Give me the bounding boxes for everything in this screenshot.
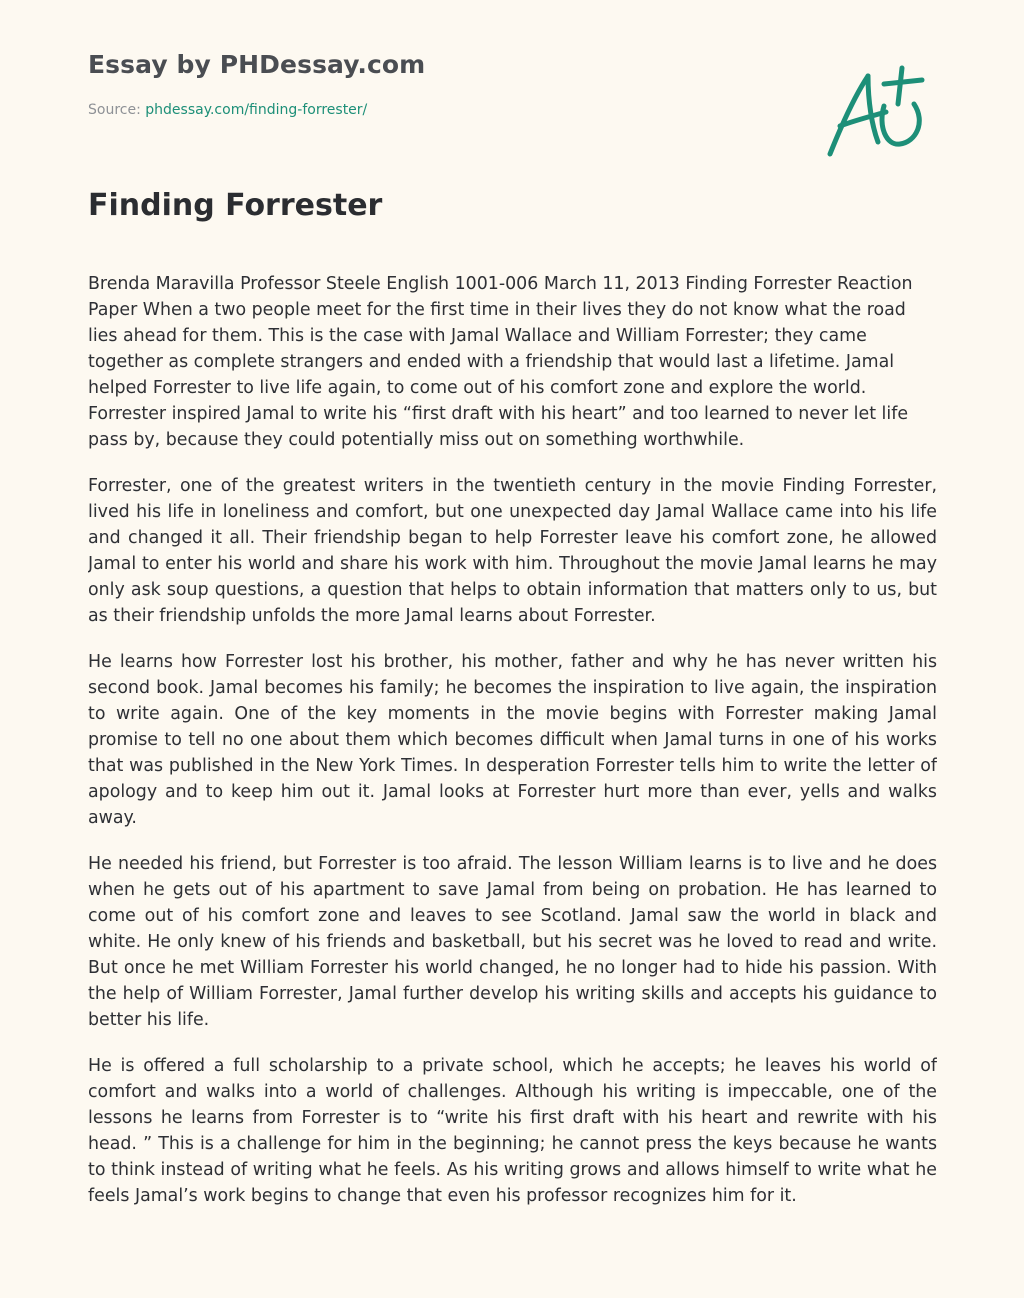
essay-body xyxy=(88,271,937,1249)
source-line xyxy=(88,102,367,118)
essay-paragraph: Brenda Maravilla Professor Steele English 1001-006 March 11, 2013 Finding Forrester Reaction Paper When a two people meet for the first time in their lives they do not know what the road lies ahead for them. This is the case with Jamal Wallace and William Forrester; they came together as complete strangers and ended with a friendship that would last a lifetime. Jamal helped Forrester to live life again, to come out of his comfort zone and explore the world. Forrester inspired Jamal to write his “first draft with his heart” and too learned to never let life pass by, because they could potentially miss out on something worthwhile. xyxy=(88,274,913,450)
essay-paragraph: Forrester, one of the greatest writers in the twentieth century in the movie Finding Forrester, lived his life in loneliness and comfort, but one unexpected day Jamal Wallace came into his life and changed it all. Their friendship began to help Forrester leave his comfort zone, he allowed Jamal to enter his world and share his work with him. Throughout the movie Jamal learns he may only ask soup questions, a question that helps to obtain information that matters only to us, but as their friendship unfolds the more Jamal learns about Forrester. xyxy=(88,476,937,626)
page-title: Finding Forrester xyxy=(88,188,383,223)
essay-paragraph: He is offered a full scholarship to a private school, which he accepts; he leaves his world of comfort and walks into a world of challenges. Although his writing is impeccable, one of the lessons he learns from Forrester is to “write his first draft with his heart and rewrite with his head. ” This is a challenge for him in the beginning; he cannot press the keys because he wants to think instead of writing what he feels. As his writing grows and allows himself to write what he feels Jamal’s work begins to change that even his professor recognizes him for it. xyxy=(88,1056,937,1206)
site-brand: Essay by PHDessay.com xyxy=(88,50,426,79)
essay-paragraph: He learns how Forrester lost his brother, his mother, father and why he has never written his second book. Jamal becomes his family; he becomes the inspiration to live again, the inspiration to write again. One of the key moments in the movie begins with Forrester making Jamal promise to tell no one about them which becomes difficult when Jamal turns in one of his works that was published in the New York Times. In desperation Forrester tells him to write the letter of apology and to keep him out it. Jamal looks at Forrester hurt more than ever, yells and walks away. xyxy=(88,652,937,828)
essay-paragraph: He needed his friend, but Forrester is too afraid. The lesson William learns is to live and he does when he gets out of his apartment to save Jamal from being on probation. He has learned to come out of his comfort zone and leaves to see Scotland. Jamal saw the world in black and white. He only knew of his friends and basketball, but his secret was he loved to read and write. But once he met William Forrester his world changed, he no longer had to hide his passion. With the help of William Forrester, Jamal further develop his writing skills and accepts his guidance to better his life. xyxy=(88,854,937,1030)
source-label: Source: xyxy=(88,102,146,118)
source-link[interactable]: phdessay.com/finding-forrester/ xyxy=(145,102,368,118)
a-plus-grade-logo xyxy=(822,62,932,162)
